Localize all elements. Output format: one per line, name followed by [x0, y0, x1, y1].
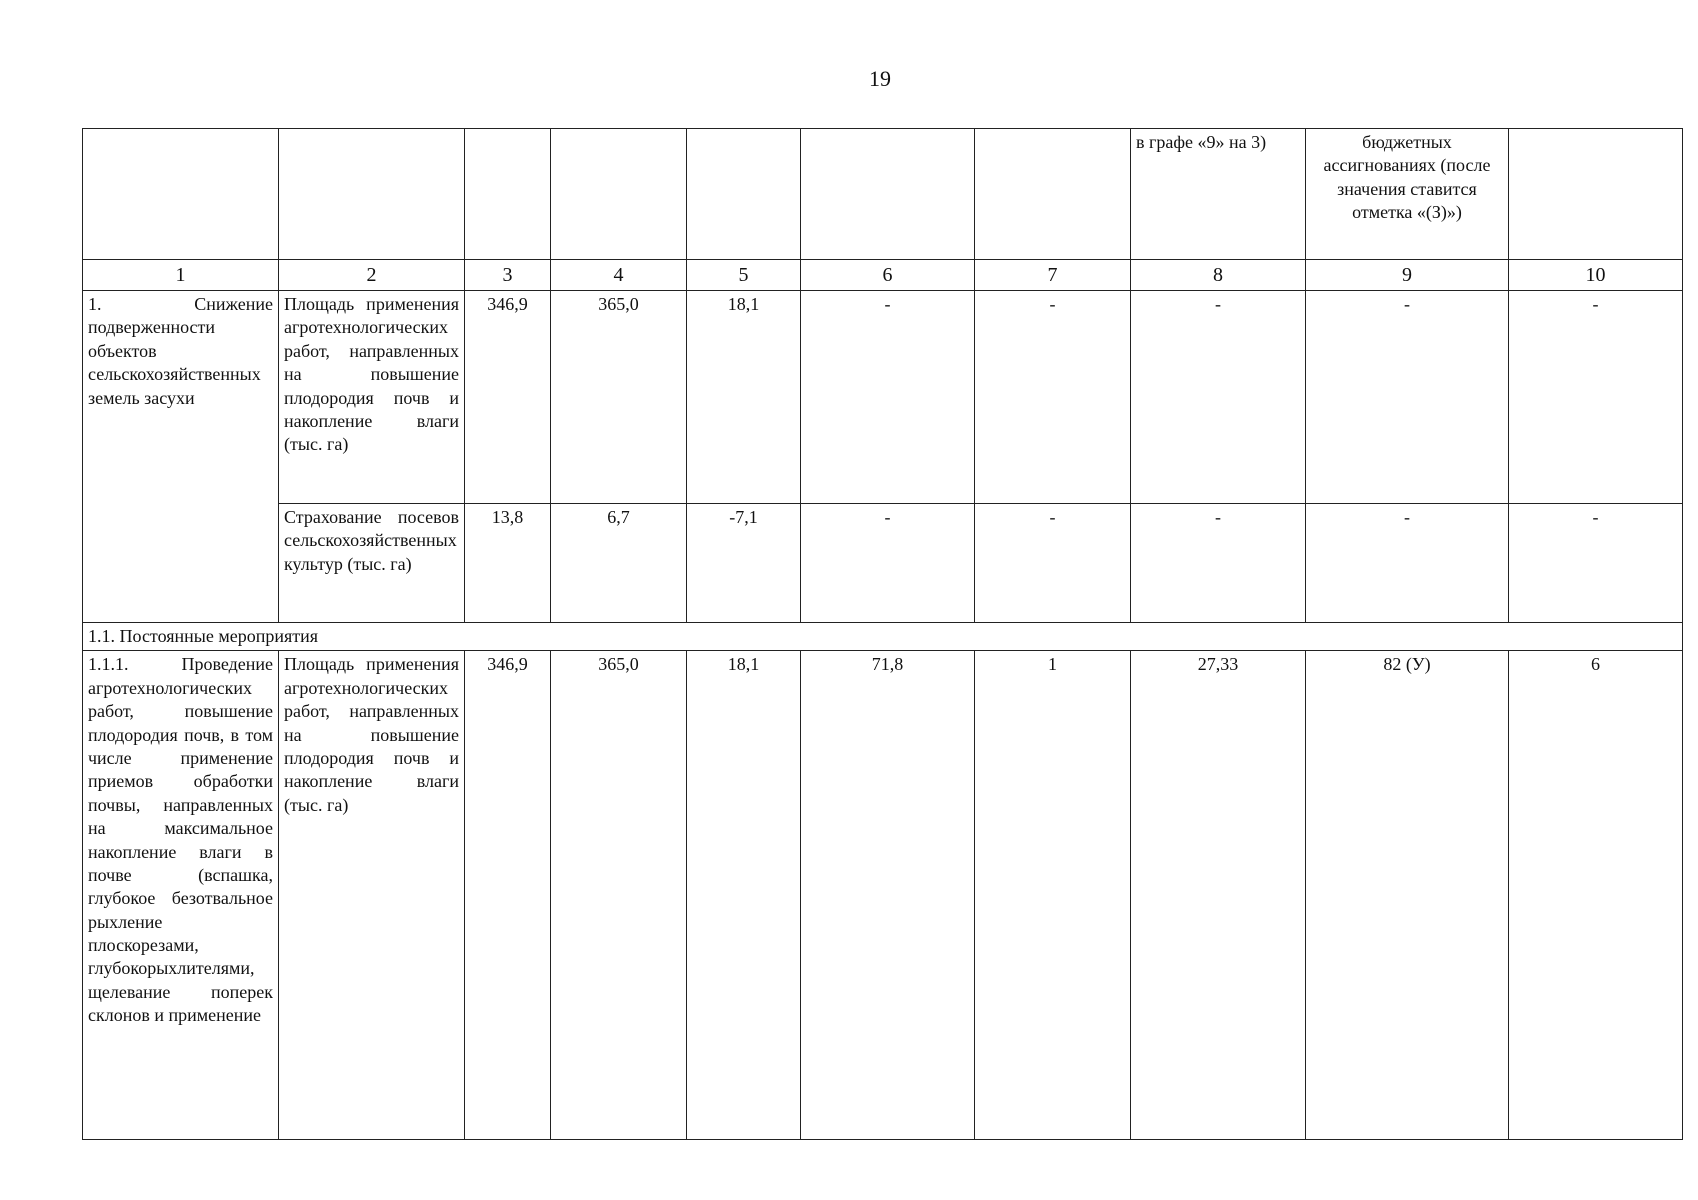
section-title: 1.1. Постоянные мероприятия [83, 623, 1683, 651]
objective-cell: 1. Снижение подверженности объектов сельскохозяйственных земель засухи [83, 291, 279, 623]
column-number: 7 [975, 260, 1131, 291]
value-cell: -7,1 [687, 504, 801, 623]
value-cell: 346,9 [465, 651, 551, 1140]
header-cell-5 [687, 129, 801, 260]
value-cell: - [1306, 291, 1509, 504]
value-cell: 365,0 [551, 291, 687, 504]
column-number: 6 [801, 260, 975, 291]
header-cell-6 [801, 129, 975, 260]
column-number: 3 [465, 260, 551, 291]
column-number: 4 [551, 260, 687, 291]
indicator-cell: Площадь применения агротехнологических работ, направленных на повышение плодородия почв и накопление влаги (тыс. га) [279, 291, 465, 504]
header-row [83, 129, 1683, 260]
indicator-cell: Площадь применения агротехнологических работ, направленных на повышение плодородия почв и накопление влаги (тыс. га) [279, 651, 465, 1140]
header-cell-9: бюджетных ассигнованиях (после значения ставится отметка «(З)») [1306, 129, 1509, 260]
value-cell: - [801, 291, 975, 504]
column-number: 2 [279, 260, 465, 291]
table-row [83, 291, 1683, 504]
header-cell-8: в графе «9» на 3) [1131, 129, 1306, 260]
column-number: 1 [83, 260, 279, 291]
column-number: 9 [1306, 260, 1509, 291]
value-cell: 18,1 [687, 291, 801, 504]
value-cell: 346,9 [465, 291, 551, 504]
value-cell: 18,1 [687, 651, 801, 1140]
value-cell: - [1306, 504, 1509, 623]
header-cell-4 [551, 129, 687, 260]
value-cell: 6,7 [551, 504, 687, 623]
column-number: 5 [687, 260, 801, 291]
value-cell: - [975, 291, 1131, 504]
column-number: 8 [1131, 260, 1306, 291]
value-cell: - [1509, 504, 1683, 623]
activity-cell: 1.1.1. Проведение агротехнологических работ, повышение плодородия почв, в том числе применение приемов обработки почвы, направленных на максимальное накопление влаги в почве (вспашка, глубокое безотвальное рыхление плоскорезами, глубокорыхлителями, щелевание поперек склонов и применение [83, 651, 279, 1140]
page-number: 19 [869, 66, 891, 91]
value-cell: 1 [975, 651, 1131, 1140]
header-cell-1 [83, 129, 279, 260]
table-row [83, 504, 1683, 623]
column-number: 10 [1509, 260, 1683, 291]
value-cell: 6 [1509, 651, 1683, 1140]
value-cell: - [1509, 291, 1683, 504]
value-cell: - [1131, 291, 1306, 504]
indicators-table [82, 128, 1683, 1140]
header-cell-7 [975, 129, 1131, 260]
header-cell-10 [1509, 129, 1683, 260]
value-cell: - [975, 504, 1131, 623]
indicator-cell: Страхование посевов сельскохозяйственных культур (тыс. га) [279, 504, 465, 623]
value-cell: 82 (У) [1306, 651, 1509, 1140]
header-cell-2 [279, 129, 465, 260]
value-cell: 365,0 [551, 651, 687, 1140]
section-row [83, 623, 1683, 651]
column-numbers-row [83, 260, 1683, 291]
value-cell: 27,33 [1131, 651, 1306, 1140]
value-cell: - [801, 504, 975, 623]
value-cell: - [1131, 504, 1306, 623]
table-row [83, 651, 1683, 1140]
header-cell-3 [465, 129, 551, 260]
value-cell: 13,8 [465, 504, 551, 623]
value-cell: 71,8 [801, 651, 975, 1140]
